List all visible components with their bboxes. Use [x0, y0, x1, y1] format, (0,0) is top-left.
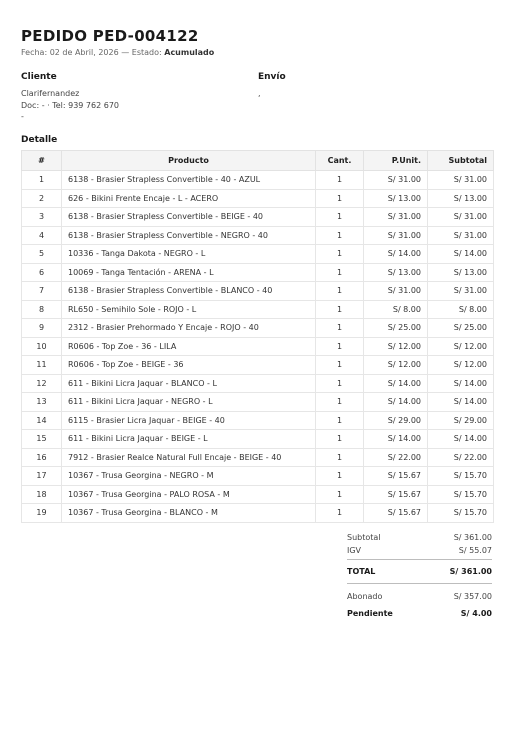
cell-number: 14 [22, 411, 62, 430]
table-row [22, 208, 494, 227]
cell-number: 12 [22, 374, 62, 393]
cell-quantity: 1 [316, 356, 364, 375]
cell-number: 7 [22, 282, 62, 301]
cell-subtotal: S/ 31.00 [428, 226, 494, 245]
order-subline [21, 48, 214, 57]
cell-quantity: 1 [316, 411, 364, 430]
cell-quantity: 1 [316, 393, 364, 412]
cell-number: 5 [22, 245, 62, 264]
cell-subtotal: S/ 14.00 [428, 245, 494, 264]
cell-subtotal: S/ 14.00 [428, 393, 494, 412]
cell-product: 6138 - Brasier Strapless Convertible - NEGRO - 40 [62, 226, 316, 245]
cell-unit-price: S/ 12.00 [364, 356, 428, 375]
cell-unit-price: S/ 25.00 [364, 319, 428, 338]
cell-subtotal: S/ 14.00 [428, 374, 494, 393]
cell-quantity: 1 [316, 263, 364, 282]
cell-quantity: 1 [316, 374, 364, 393]
table-row [22, 245, 494, 264]
cell-number: 11 [22, 356, 62, 375]
cell-unit-price: S/ 15.67 [364, 504, 428, 523]
cell-quantity: 1 [316, 226, 364, 245]
table-row [22, 411, 494, 430]
cell-quantity: 1 [316, 208, 364, 227]
cell-product: R0606 - Top Zoe - 36 - LILA [62, 337, 316, 356]
table-row [22, 448, 494, 467]
totals-block [347, 531, 492, 620]
igv-value: S/ 55.07 [458, 546, 492, 555]
abonado-row [347, 590, 492, 603]
cell-unit-price: S/ 12.00 [364, 337, 428, 356]
cell-unit-price: S/ 13.00 [364, 263, 428, 282]
cell-number: 13 [22, 393, 62, 412]
table-row [22, 319, 494, 338]
cell-subtotal: S/ 12.00 [428, 337, 494, 356]
cell-unit-price: S/ 15.67 [364, 467, 428, 486]
col-header-product: Producto [62, 151, 316, 171]
client-extra: - [21, 112, 24, 121]
subtotal-value: S/ 361.00 [453, 533, 492, 542]
cell-quantity: 1 [316, 171, 364, 190]
table-header-row [22, 151, 494, 171]
cell-product: 626 - Bikini Frente Encaje - L - ACERO [62, 189, 316, 208]
total-row [347, 559, 492, 584]
cell-product: 10367 - Trusa Georgina - BLANCO - M [62, 504, 316, 523]
cell-product: 2312 - Brasier Prehormado Y Encaje - ROJO - 40 [62, 319, 316, 338]
table-row [22, 356, 494, 375]
cell-subtotal: S/ 31.00 [428, 282, 494, 301]
cell-number: 2 [22, 189, 62, 208]
status-text: Acumulado [164, 48, 215, 57]
cell-product: 7912 - Brasier Realce Natural Full Encaje - BEIGE - 40 [62, 448, 316, 467]
cell-product: 6138 - Brasier Strapless Convertible - BEIGE - 40 [62, 208, 316, 227]
cell-number: 17 [22, 467, 62, 486]
cell-subtotal: S/ 25.00 [428, 319, 494, 338]
cell-subtotal: S/ 31.00 [428, 171, 494, 190]
table-row [22, 504, 494, 523]
cell-subtotal: S/ 22.00 [428, 448, 494, 467]
cell-number: 18 [22, 485, 62, 504]
client-doc-line: Doc: - · Tel: 939 762 670 [21, 101, 120, 110]
cell-quantity: 1 [316, 282, 364, 301]
igv-label: IGV [347, 546, 362, 555]
table-row [22, 263, 494, 282]
table-row [22, 485, 494, 504]
subtotal-row [347, 531, 492, 544]
cell-product: 611 - Bikini Licra Jaquar - BLANCO - L [62, 374, 316, 393]
table-row [22, 300, 494, 319]
cell-number: 16 [22, 448, 62, 467]
total-value: S/ 361.00 [449, 566, 492, 576]
table-row [22, 467, 494, 486]
col-header-subtotal: Subtotal [428, 151, 494, 171]
cell-number: 4 [22, 226, 62, 245]
cell-unit-price: S/ 31.00 [364, 208, 428, 227]
items-table [21, 150, 494, 523]
date-text: Fecha: 02 de Abril, 2026 — Estado: [21, 48, 165, 57]
cell-product: 6115 - Brasier Licra Jaquar - BEIGE - 40 [62, 411, 316, 430]
cell-subtotal: S/ 15.70 [428, 504, 494, 523]
cell-unit-price: S/ 22.00 [364, 448, 428, 467]
cell-subtotal: S/ 13.00 [428, 189, 494, 208]
cell-quantity: 1 [316, 300, 364, 319]
total-label: TOTAL [347, 566, 376, 576]
cell-number: 19 [22, 504, 62, 523]
cell-subtotal: S/ 13.00 [428, 263, 494, 282]
cell-unit-price: S/ 15.67 [364, 485, 428, 504]
igv-row [347, 544, 492, 557]
table-row [22, 337, 494, 356]
cell-product: 10367 - Trusa Georgina - NEGRO - M [62, 467, 316, 486]
col-header-number: # [22, 151, 62, 171]
cell-number: 9 [22, 319, 62, 338]
cell-unit-price: S/ 29.00 [364, 411, 428, 430]
table-row [22, 430, 494, 449]
cell-product: R0606 - Top Zoe - BEIGE - 36 [62, 356, 316, 375]
table-row [22, 226, 494, 245]
client-name: Clarifernandez [21, 89, 80, 98]
table-row [22, 393, 494, 412]
cell-unit-price: S/ 14.00 [364, 374, 428, 393]
abonado-label: Abonado [347, 592, 383, 601]
cell-number: 1 [22, 171, 62, 190]
cell-product: 6138 - Brasier Strapless Convertible - BLANCO - 40 [62, 282, 316, 301]
cell-quantity: 1 [316, 189, 364, 208]
cell-product: 611 - Bikini Licra Jaquar - BEIGE - L [62, 430, 316, 449]
shipping-line: , [258, 89, 261, 98]
cell-quantity: 1 [316, 467, 364, 486]
cell-number: 8 [22, 300, 62, 319]
cell-unit-price: S/ 31.00 [364, 171, 428, 190]
cell-subtotal: S/ 14.00 [428, 430, 494, 449]
abonado-value: S/ 357.00 [453, 592, 492, 601]
cell-product: 10336 - Tanga Dakota - NEGRO - L [62, 245, 316, 264]
cell-number: 6 [22, 263, 62, 282]
cell-subtotal: S/ 31.00 [428, 208, 494, 227]
cell-subtotal: S/ 8.00 [428, 300, 494, 319]
cell-unit-price: S/ 14.00 [364, 430, 428, 449]
cell-unit-price: S/ 14.00 [364, 393, 428, 412]
cell-number: 10 [22, 337, 62, 356]
cell-number: 15 [22, 430, 62, 449]
cell-unit-price: S/ 31.00 [364, 282, 428, 301]
cell-subtotal: S/ 29.00 [428, 411, 494, 430]
col-header-unit-price: P.Unit. [364, 151, 428, 171]
col-header-quantity: Cant. [316, 151, 364, 171]
table-row [22, 171, 494, 190]
cell-quantity: 1 [316, 245, 364, 264]
client-heading: Cliente [21, 72, 57, 82]
cell-quantity: 1 [316, 504, 364, 523]
table-row [22, 189, 494, 208]
pendiente-label: Pendiente [347, 609, 393, 618]
cell-unit-price: S/ 13.00 [364, 189, 428, 208]
shipping-heading: Envío [258, 72, 286, 82]
cell-product: RL650 - Semihilo Sole - ROJO - L [62, 300, 316, 319]
cell-quantity: 1 [316, 337, 364, 356]
cell-product: 10367 - Trusa Georgina - PALO ROSA - M [62, 485, 316, 504]
cell-product: 6138 - Brasier Strapless Convertible - 40 - AZUL [62, 171, 316, 190]
cell-unit-price: S/ 31.00 [364, 226, 428, 245]
cell-quantity: 1 [316, 319, 364, 338]
cell-subtotal: S/ 15.70 [428, 485, 494, 504]
cell-subtotal: S/ 15.70 [428, 467, 494, 486]
table-row [22, 282, 494, 301]
cell-product: 611 - Bikini Licra Jaquar - NEGRO - L [62, 393, 316, 412]
cell-quantity: 1 [316, 430, 364, 449]
page-title: PEDIDO PED-004122 [21, 27, 199, 45]
pendiente-value: S/ 4.00 [460, 609, 492, 618]
cell-product: 10069 - Tanga Tentación - ARENA - L [62, 263, 316, 282]
table-row [22, 374, 494, 393]
pendiente-row [347, 607, 492, 620]
subtotal-label: Subtotal [347, 533, 381, 542]
cell-subtotal: S/ 12.00 [428, 356, 494, 375]
cell-unit-price: S/ 8.00 [364, 300, 428, 319]
cell-unit-price: S/ 14.00 [364, 245, 428, 264]
cell-quantity: 1 [316, 448, 364, 467]
cell-number: 3 [22, 208, 62, 227]
cell-quantity: 1 [316, 485, 364, 504]
detail-heading: Detalle [21, 135, 58, 145]
